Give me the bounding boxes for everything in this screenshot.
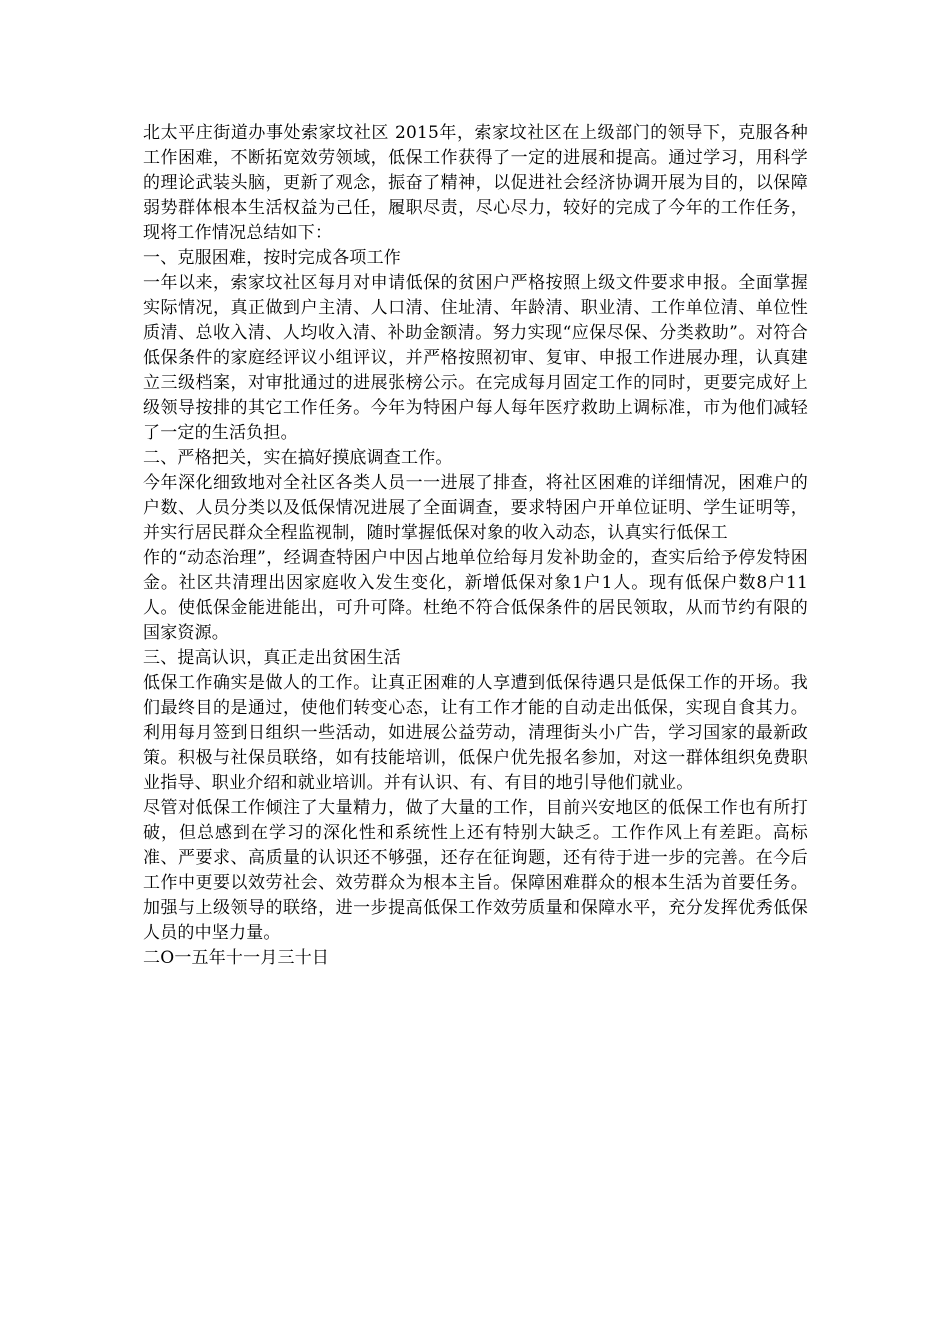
section-heading-1: 一、克服困难，按时完成各项工作 [143, 248, 401, 268]
section-2-paragraph-a: 今年深化细致地对全社区各类人员一一进展了排查，将社区困难的详细情况，困难户的户数、人员分类以及低保情况进展了全面调查，要求特困户开单位证明、学生证明等，并实行居民群众全程监视制，随时掌握低保对象的收入动态，认真实行低保工 [143, 473, 808, 543]
section-heading-3: 三、提高认识，真正走出贫困生活 [143, 648, 401, 668]
closing-paragraph: 尽管对低保工作倾注了大量精力，做了大量的工作，目前兴安地区的低保工作也有所打破，但总感到在学习的深化性和系统性上还有特别大缺乏。工作作风上有差距。高标准、严要求、高质量的认识还不够强，还存在征询题，还有待于进一步的完善。在今后工作中更要以效劳社会、效劳群众为根本主旨。保障困难群众的根本生活为首要任务。加强与上级领导的联络，进一步提高低保工作效劳质量和保障水平，充分发挥优秀低保人员的中坚力量。 [143, 798, 808, 943]
document-body [143, 121, 808, 971]
intro-paragraph: 北太平庄街道办事处索家坟社区 2015年，索家坟社区在上级部门的领导下，克服各种工作困难，不断拓宽效劳领域，低保工作获得了一定的进展和提高。通过学习，用科学的理论武装头脑，更新了观念，振奋了精神，以促进社会经济协调开展为目的，以保障弱势群体根本生活权益为己任，履职尽责，尽心尽力，较好的完成了今年的工作任务，现将工作情况总结如下： [143, 123, 808, 243]
section-2-paragraph-b: 作的“动态治理”，经调查特困户中因占地单位给每月发补助金的，查实后给予停发特困金。社区共清理出因家庭收入发生变化，新增低保对象1户1人。现有低保户数8户11人。使低保金能进能出，可升可降。杜绝不符合低保条件的居民领取，从而节约有限的国家资源。 [143, 548, 808, 643]
section-1-paragraph: 一年以来，索家坟社区每月对申请低保的贫困户严格按照上级文件要求申报。全面掌握实际情况，真正做到户主清、人口清、住址清、年龄清、职业清、工作单位清、单位性质清、总收入清、人均收入清、补助金额清。努力实现“应保尽保、分类救助”。对符合低保条件的家庭经评议小组评议，并严格按照初审、复审、申报工作进展办理，认真建立三级档案，对审批通过的进展张榜公示。在完成每月固定工作的同时，更要完成好上级领导按排的其它工作任务。今年为特困户每人每年医疗救助上调标准，市为他们减轻了一定的生活负担。 [143, 273, 808, 443]
section-3-paragraph: 低保工作确实是做人的工作。让真正困难的人享遭到低保待遇只是低保工作的开场。我们最终目的是通过，使他们转变心态，让有工作才能的自动走出低保，实现自食其力。利用每月签到日组织一些活动，如进展公益劳动，清理街头小广告，学习国家的最新政策。积极与社保员联络，如有技能培训，低保户优先报名参加，对这一群体组织免费职业指导、职业介绍和就业培训。并有认识、有、有目的地引导他们就业。 [143, 673, 808, 793]
section-heading-2: 二、严格把关，实在搞好摸底调查工作。 [143, 448, 453, 468]
document-date: 二O一五年十一月三十日 [143, 948, 330, 968]
